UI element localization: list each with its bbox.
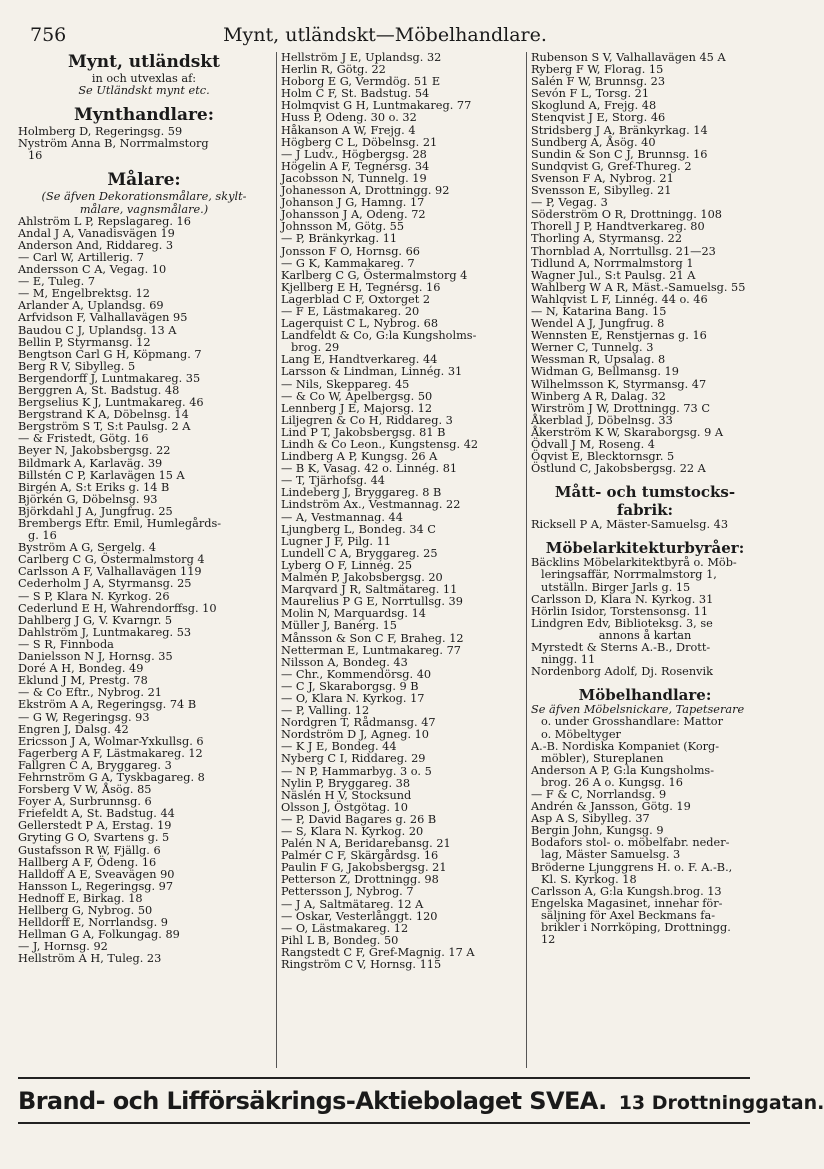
directory-entry: o. Möbeltyger [541,727,621,741]
directory-entry: Ekström A A, Regeringsg. 74 B [18,698,197,712]
directory-entry: Werner C, Tunnelg. 3 [531,341,654,355]
directory-entry: o. under Grosshandlare: Mattor [541,715,723,729]
directory-entry: Ringström C V, Hornsg. 115 [281,958,442,972]
directory-entry: Bergselius K J, Luntmakareg. 46 [18,396,204,410]
directory-entry: Müller J, Banérg. 15 [281,619,397,633]
directory-entry: Lagerquist C L, Nybrog. 68 [281,317,439,331]
directory-entry: — N P, Hammarbyg. 3 o. 5 [281,764,432,778]
directory-entry: Marqvard J R, Saltmätareg. 11 [281,583,458,597]
directory-entry: Högelin A F, Tegnérsg. 34 [281,159,430,173]
directory-entry: Gustafsson R W, Fjällg. 6 [18,843,161,857]
directory-entry: Berg R V, Sibylleg. 5 [18,359,136,373]
directory-entry: Engelska Magasinet, innehar för- [531,896,723,910]
directory-entry: — & Co Eftr., Nybrog. 21 [18,686,162,700]
directory-entry: Maurelius P G E, Norrtullsg. 39 [281,595,463,609]
directory-entry: Andersson C A, Vegag. 10 [18,263,167,277]
directory-entry: — Oskar, Vesterlånggt. 120 [281,909,438,923]
directory-entry: Ahlström L P, Repslagareg. 16 [18,214,191,228]
directory-entry: Holmqvist G H, Luntmakareg. 77 [281,99,472,113]
page-header [30,18,740,48]
directory-entry: Molin N, Marquardsg. 14 [281,607,426,621]
directory-entry: Björkén G, Döbelnsg. 93 [18,492,158,506]
directory-entry: Wagner Jul., S:t Paulsg. 21 A [531,268,696,282]
directory-entry: Nilsson A, Bondeg. 43 [281,655,408,669]
directory-entry: Carlsson D, Klara N. Kyrkog. 31 [531,592,714,606]
directory-entry: Baudou C J, Uplandsg. 13 A [18,323,177,337]
directory-entry: — B K, Vasag. 42 o. Linnég. 81 [281,462,458,476]
advertiser-address: 13 Drottninggatan. [618,1092,824,1114]
directory-entry: Bergin John, Kungsg. 9 [531,824,664,838]
directory-entry: Bildmark A, Karlaväg. 39 [18,456,163,470]
directory-entry: Åkerblad J, Döbelnsg. 33 [531,413,673,427]
directory-entry: in och utvexlas af: [91,72,197,85]
directory-entry: Cederlund E H, Wahrendorffsg. 10 [18,601,217,615]
directory-entry: målare, vagnsmålare.) [79,202,209,216]
directory-entry: Wilhelmsson K, Styrmansg. 47 [531,377,707,391]
spacer [531,678,759,686]
directory-entry: — G K, Kammakareg. 7 [281,256,415,270]
directory-entry: Pihl L B, Bondeg. 50 [281,933,399,947]
directory-entry: Lennberg J E, Majorsg. 12 [281,401,433,415]
directory-entry: Bäcklins Möbelarkitektbyrå o. Möb- [531,556,737,570]
directory-entry: — C J, Skaraborgsg. 9 B [281,679,419,693]
section-heading: Mynthandlare: [73,105,215,126]
directory-entry: — P, Vegag. 3 [531,196,608,210]
directory-entry: Hörlin Isidor, Torstensonsg. 11 [531,604,709,618]
directory-entry: Hoborg E G, Vermdög. 51 E [281,75,441,89]
directory-entry: — Nils, Skeppareg. 45 [281,377,410,391]
directory-entry: Hansson L, Regeringsg. 97 [18,879,174,893]
directory-entry: leringsaffär, Norrmalmstorg 1, [541,568,717,582]
directory-entry: Skoglund A, Frejg. 48 [531,99,657,113]
directory-entry: — F E, Lästmakareg. 20 [281,304,420,318]
directory-entry: Engren J, Dalsg. 42 [18,722,129,736]
directory-entry: Arfvidson F, Valhallavägen 95 [18,311,188,325]
directory-entry: Se Utländskt mynt etc. [78,84,210,98]
directory-entry: Åkerström K W, Skaraborgsg. 9 A [531,425,724,439]
directory-entry: g. 16 [28,529,57,543]
directory-entry: Jacobsson N, Tunnelg. 19 [281,171,427,185]
directory-entry: — K J E, Bondeg. 44 [281,740,397,754]
directory-entry: Eklund J M, Prestg. 78 [18,674,148,688]
directory-entry: — E, Tuleg. 7 [18,275,96,289]
directory-entry: Tidlund A, Norrmalmstorg 1 [531,256,694,270]
directory-entry: Huss P, Odeng. 30 o. 32 [281,111,417,125]
directory-entry: 12 [541,933,556,947]
directory-entry: säljning för Axel Beckmans fa- [541,908,716,922]
directory-columns [18,52,754,1068]
directory-entry: Lindeberg J, Bryggareg. 8 B [281,486,442,500]
directory-entry: Sundqvist G, Gref-Thureg. 2 [531,159,692,173]
directory-entry: Helldorff E, Norrlandsg. 9 [18,916,168,930]
footer-advertisement [18,1082,824,1120]
directory-entry: Winberg A R, Dalag. 32 [531,389,666,403]
directory-entry: Birgén A, S:t Eriks g. 14 B [18,480,170,494]
directory-entry: Stenqvist J E, Storg. 46 [531,111,666,125]
directory-entry: (Se äfven Dekorationsmålare, skylt- [41,190,247,204]
directory-entry: Lagerblad C F, Oxtorget 2 [281,292,431,306]
directory-entry: Lugner J F, Pilg. 11 [281,534,391,548]
directory-entry: möbler), Stureplanen [541,751,664,765]
directory-entry: — P, David Bagares g. 26 B [281,812,437,826]
directory-entry: Söderström O R, Drottningg. 108 [531,208,722,222]
directory-entry: Carlsson A, G:la Kungsh.brog. 13 [531,884,722,898]
directory-entry: — P, Valling. 12 [281,704,370,718]
directory-entry: Öqvist E, Blecktornsgr. 5 [531,450,675,464]
directory-entry: Fallgren C A, Bryggareg. 3 [18,758,172,772]
directory-entry: Stridsberg J A, Bränkyrkag. 14 [531,123,708,137]
directory-entry: Lundell C A, Bryggareg. 25 [281,546,438,560]
directory-entry: — S P, Klara N. Kyrkog. 26 [18,589,170,603]
directory-entry: — O, Lästmakareg. 12 [281,921,409,935]
directory-entry: Bellin P, Styrmansg. 12 [18,335,151,349]
directory-column-1 [18,52,270,1068]
directory-entry: Bergstrand K A, Döbelnsg. 14 [18,408,189,422]
section-heading: Mynt, utländskt [68,52,220,72]
directory-entry: Svenson F A, Nybrog. 21 [531,171,674,185]
directory-entry: Månsson & Son C F, Braheg. 12 [281,631,464,645]
directory-entry: Pettersson J, Nybrog. 7 [281,885,414,899]
directory-entry: Lyberg O F, Linnég. 25 [281,558,413,572]
directory-entry: Sundberg A, Åsög. 40 [531,135,656,149]
directory-entry: Hellberg G, Nybrog. 50 [18,904,153,917]
directory-entry: Östlund C, Jakobsbergsg. 22 A [531,462,706,476]
directory-entry: Wahlqvist L F, Linnég. 44 o. 46 [531,292,708,306]
directory-entry: Gryting G O, Svartens g. 5 [18,831,170,845]
directory-entry: — S R, Finnboda [18,637,114,651]
directory-entry: Fehrnström G A, Tyskbagareg. 8 [18,770,205,784]
directory-entry: Foyer A, Surbrunnsg. 6 [18,795,152,809]
directory-entry: Holmberg D, Regeringsg. 59 [18,125,183,139]
directory-entry: Gellerstedt P A, Erstag. 19 [18,819,172,833]
directory-entry: Bodafors stol- o. möbelfabr. neder- [531,836,730,850]
directory-entry: Carlsson A F, Valhallavägen 119 [18,565,202,579]
section-heading: fabrik: [616,501,674,520]
directory-entry: Holm C F, St. Badstug. 54 [281,87,430,101]
directory-entry: Lang E, Handtverkareg. 44 [281,353,438,367]
directory-entry: Rubenson S V, Valhallavägen 45 A [531,51,726,64]
directory-entry: Andal J A, Vanadisvägen 19 [18,226,175,240]
directory-entry: Sevón F L, Torsg. 21 [531,87,650,101]
directory-entry: Hednoff E, Birkag. 18 [18,891,143,905]
directory-entry: Bergendorff J, Luntmakareg. 35 [18,371,201,385]
spacer [18,97,270,105]
directory-entry: Anderson And, Riddareg. 3 [18,238,174,252]
directory-entry: — F & C, Norrlandsg. 9 [531,787,667,801]
directory-entry: — G W, Regeringsg. 93 [18,710,150,724]
directory-entry: — & Fristedt, Götg. 16 [18,432,149,446]
directory-entry: brog. 26 A o. Kungsg. 16 [541,775,683,789]
directory-entry: Johansson J A, Odeng. 72 [281,208,426,222]
directory-entry: brikler i Norrköping, Drottningg. [541,921,731,934]
directory-entry: Jonsson F O, Hornsg. 66 [281,244,420,258]
directory-entry: Hallberg A F, Ödeng. 16 [18,855,157,869]
directory-entry: Paulin F G, Jakobsbergsg. 21 [281,861,447,875]
directory-entry: Thorling A, Styrmansg. 22 [531,232,683,246]
directory-entry: Cederholm J A, Styrmansg. 25 [18,577,192,591]
directory-entry: Salén F W, Brunnsg. 23 [531,75,666,89]
running-head: Mynt, utländskt—Möbelhandlare. [223,24,547,46]
directory-entry: Doré A H, Bondeg. 49 [18,662,144,676]
directory-entry: 16 [28,149,43,163]
directory-entry: Dahlberg J G, V. Kvarngr. 5 [18,613,173,627]
directory-entry: Widman G, Bellmansg. 19 [531,365,679,379]
directory-entry: Petterson Z, Drottningg. 98 [281,873,439,887]
directory-entry: Andrén & Jansson, Götg. 19 [531,800,691,814]
directory-entry: — J A, Saltmätareg. 12 A [281,897,424,911]
directory-entry: Forsberg V W, Åsög. 85 [18,783,152,797]
directory-entry: Kjellberg E H, Tegnérsg. 16 [281,280,441,294]
directory-entry: Johanesson A, Drottningg. 92 [281,184,450,198]
directory-entry: Billstén C P, Karlavägen 15 A [18,468,185,482]
directory-entry: — M, Engelbrektsg. 12 [18,287,150,301]
directory-entry: Hellman G A, Folkungag. 89 [18,928,180,942]
directory-entry: — T, Tjärhofsg. 44 [281,474,385,488]
directory-column-3 [526,52,759,1068]
directory-entry: Nylin P, Bryggareg. 38 [281,776,411,790]
directory-entry: Ryberg F W, Florag. 15 [531,63,664,77]
page-number: 756 [30,24,67,46]
directory-entry: Nordström D J, Agneg. 10 [281,728,429,742]
directory-entry: Lindberg A P, Kungsg. 26 A [281,450,438,464]
directory-entry: — N, Katarina Bang. 15 [531,304,667,318]
directory-entry: Johanson J G, Hamng. 17 [281,196,425,210]
directory-entry: Olsson J, Östgötag. 10 [281,800,408,814]
spacer [531,531,759,539]
directory-entry: Näslén H V, Stocksund [281,788,412,802]
directory-entry: Berggren A, St. Badstug. 48 [18,383,180,397]
directory-entry: — A, Vestmannag. 44 [281,510,403,524]
directory-entry: A.-B. Nordiska Kompaniet (Korg- [531,739,720,753]
directory-entry: Bröderne Ljunggrens H. o. F. A.-B., [531,860,733,874]
section-heading: Möbelarkitekturbyråer: [545,539,745,558]
directory-entry: — J Ludv., Högbergsg. 28 [281,147,427,161]
footer-rule-top [18,1077,750,1079]
directory-entry: Thorell J P, Handtverkareg. 80 [531,220,705,234]
directory-entry: Netterman E, Luntmakareg. 77 [281,643,461,657]
directory-entry: Palén N A, Beridarebansg. 21 [281,837,451,851]
directory-entry: Carlberg C G, Östermalmstorg 4 [18,553,205,567]
directory-entry: Karlberg C G, Östermalmstorg 4 [281,268,468,282]
directory-entry: — O, Klara N. Kyrkog. 17 [281,691,425,705]
directory-entry: Ödvall J M, Roseng. 4 [531,438,655,451]
directory-entry: Danielsson N J, Hornsg. 35 [18,650,173,664]
directory-entry: Herlin R, Götg. 22 [281,63,386,77]
directory-entry: Björkdahl J A, Jungfrug. 25 [18,504,173,518]
directory-entry: Lindgren Edv, Biblioteksg. 3, se [531,616,713,630]
directory-entry: utställn. Birger Jarls g. 15 [541,580,691,594]
directory-entry: Myrstedt & Sterns A.-B., Drott- [531,641,711,655]
directory-entry: brog. 29 [291,341,340,355]
directory-entry: Wessman R, Upsalag. 8 [531,353,666,367]
directory-entry: Rangstedt C F, Gref-Magnig. 17 A [281,945,475,959]
directory-entry: Wendel A J, Jungfrug. 8 [531,317,665,331]
directory-entry: Halldoff A E, Sveavägen 90 [18,867,175,881]
directory-entry: — J, Hornsg. 92 [18,940,108,954]
directory-entry: Håkanson A W, Frejg. 4 [281,123,416,137]
directory-entry: Larsson & Lindman, Linnég. 31 [281,365,463,379]
directory-entry: Nyström Anna B, Norrmalmstorg [18,137,209,151]
directory-entry: Johnsson M, Götg. 55 [281,220,405,234]
directory-entry: Wirström J W, Drottningg. 73 C [531,401,710,415]
directory-entry: — P, Bränkyrkag. 11 [281,232,398,246]
directory-entry: Hellström A H, Tuleg. 23 [18,952,162,966]
directory-entry: Asp A S, Sibylleg. 37 [531,812,650,826]
directory-entry: — & Co W, Apelbergsg. 50 [281,389,433,403]
footer-rule-bottom [18,1122,750,1124]
advertiser-name: Brand- och Lifförsäkrings-Aktiebolaget SVEA. [18,1087,607,1115]
directory-entry: Nyberg C I, Riddareg. 29 [281,752,426,766]
directory-entry: Bengtson Carl G H, Köpmang. 7 [18,347,202,361]
directory-entry: Byström A G, Sergelg. 4 [18,541,157,555]
directory-entry: — Carl W, Artillerig. 7 [18,250,144,264]
directory-entry: annons å kartan [598,628,692,642]
directory-entry: Lindström Ax., Vestmannag. 22 [281,498,461,512]
directory-entry: — S, Klara N. Kyrkog. 20 [281,825,424,838]
directory-entry: Friefeldt A, St. Badstug. 44 [18,807,175,821]
directory-column-2 [276,52,525,1068]
directory-entry: Dahlström J, Luntmakareg. 53 [18,625,192,639]
directory-entry: lag, Mäster Samuelsg. 3 [541,848,681,862]
directory-entry: — Chr., Kommendörsg. 40 [281,667,432,681]
directory-entry: Brembergs Eftr. Emil, Humlegårds- [18,517,222,530]
directory-entry: Hellström J E, Uplandsg. 32 [281,51,442,64]
directory-entry: Thornblad A, Norrtullsg. 21—23 [531,244,716,258]
directory-entry: Liljegren & Co H, Riddareg. 3 [281,413,453,427]
spacer [531,475,759,483]
directory-entry: Lindh & Co Leon., Kungstensg. 42 [281,438,479,451]
directory-entry: Anderson A P, G:la Kungsholms- [531,763,715,777]
directory-entry: Lind P T, Jakobsbergsg. 81 B [281,425,446,439]
directory-entry: Högberg C L, Döbelnsg. 21 [281,135,438,149]
directory-entry: ningg. 11 [541,653,596,667]
directory-entry: Nordgren T, Rådmansg. 47 [281,716,436,730]
directory-entry: Wennsten E, Renstjernas g. 16 [531,329,707,343]
directory-entry: Se äfven Möbelsnickare, Tapetserare [531,703,745,717]
directory-entry: Kl. S. Kyrkog. 18 [541,872,637,886]
directory-entry: Arlander A, Uplandsg. 69 [18,299,164,313]
directory-entry: Bergström S T, S:t Paulsg. 2 A [18,420,191,434]
directory-entry: Malmén P, Jakobsbergsg. 20 [281,571,443,585]
directory-entry: Ljungberg L, Bondeg. 34 C [281,522,436,536]
directory-entry: Ricksell P A, Mäster-Samuelsg. 43 [531,518,729,532]
directory-entry: Svensson E, Sibylleg. 21 [531,184,672,198]
directory-entry: Wahlberg W A R, Mäst.-Samuelsg. 55 [531,280,746,294]
directory-entry: Palmér C F, Skärgårdsg. 16 [281,849,439,863]
directory-entry: Nordenborg Adolf, Dj. Rosenvik [531,665,713,679]
directory-entry: Fagerberg A F, Lästmakareg. 12 [18,746,203,760]
section-heading: Målare: [107,170,181,191]
directory-entry: Beyer N, Jakobsbergsg. 22 [18,444,171,458]
directory-entry: Sundin & Son C J, Brunnsg. 16 [531,147,708,161]
directory-entry: Ericsson J A, Wolmar-Yxkullsg. 6 [18,734,204,748]
directory-entry: Landfeldt & Co, G:la Kungsholms- [281,329,477,343]
section-heading: Möbelhandlare: [578,686,712,705]
section-heading: Mått- och tumstocks- [554,483,736,502]
